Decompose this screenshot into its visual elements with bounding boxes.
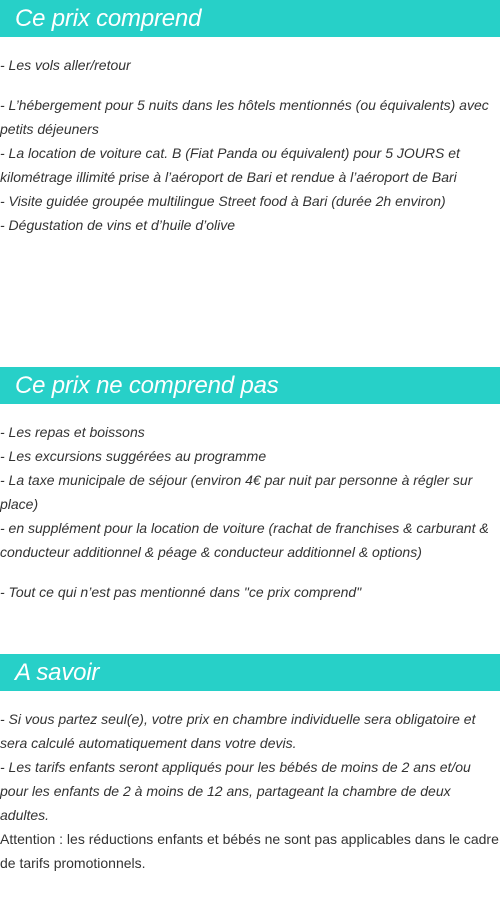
included-list: [0, 53, 500, 237]
to-know-item-children-rates: - Les tarifs enfants seront appliqués pour les bébés de moins de 2 ans et/ou pour les enfants de 2 à moins de 12 ans, partageant la chambre de deux adultes.: [0, 759, 471, 823]
not-included-item-tax: - La taxe municipale de séjour (environ 4€ par nuit par personne à régler sur place): [0, 472, 473, 512]
to-know-item-single-room: - Si vous partez seul(e), votre prix en chambre individuelle sera obligatoire et sera calculé automatiquement dans votre devis.: [0, 711, 476, 751]
section-header-not-included: [0, 367, 500, 404]
included-item-flights: - Les vols aller/retour: [0, 57, 131, 73]
included-item-car-rental: - La location de voiture cat. B (Fiat Panda ou équivalent) pour 5 JOURS et kilométrage illimité prise à l’aéroport de Bari et rendue à l’aéroport de Bari: [0, 145, 460, 185]
section-title-included: Ce prix comprend: [15, 5, 202, 32]
included-item-guided-tour: - Visite guidée groupée multilingue Street food à Bari (durée 2h environ): [0, 193, 446, 209]
to-know-list: [0, 707, 500, 875]
not-included-item-meals: - Les repas et boissons: [0, 424, 145, 440]
included-item-accommodation: - L’hébergement pour 5 nuits dans les hôtels mentionnés (ou équivalents) avec petits déjeuners: [0, 97, 489, 137]
to-know-item-attention: Attention : les réductions enfants et bébés ne sont pas applicables dans le cadre de tarifs promotionnels.: [0, 831, 499, 871]
not-included-item-everything-else: - Tout ce qui n’est pas mentionné dans "ce prix comprend": [0, 584, 362, 600]
section-title-not-included: Ce prix ne comprend pas: [15, 372, 279, 399]
section-header-included: [0, 0, 500, 37]
not-included-item-excursions: - Les excursions suggérées au programme: [0, 448, 267, 464]
not-included-item-car-supplement: - en supplément pour la location de voiture (rachat de franchises & carburant & conducteur additionnel & péage & conducteur additionnel & options): [0, 520, 489, 560]
section-title-to-know: A savoir: [15, 659, 100, 686]
not-included-list: [0, 420, 500, 604]
section-header-to-know: [0, 654, 500, 691]
included-item-tasting: - Dégustation de vins et d’huile d’olive: [0, 217, 236, 233]
